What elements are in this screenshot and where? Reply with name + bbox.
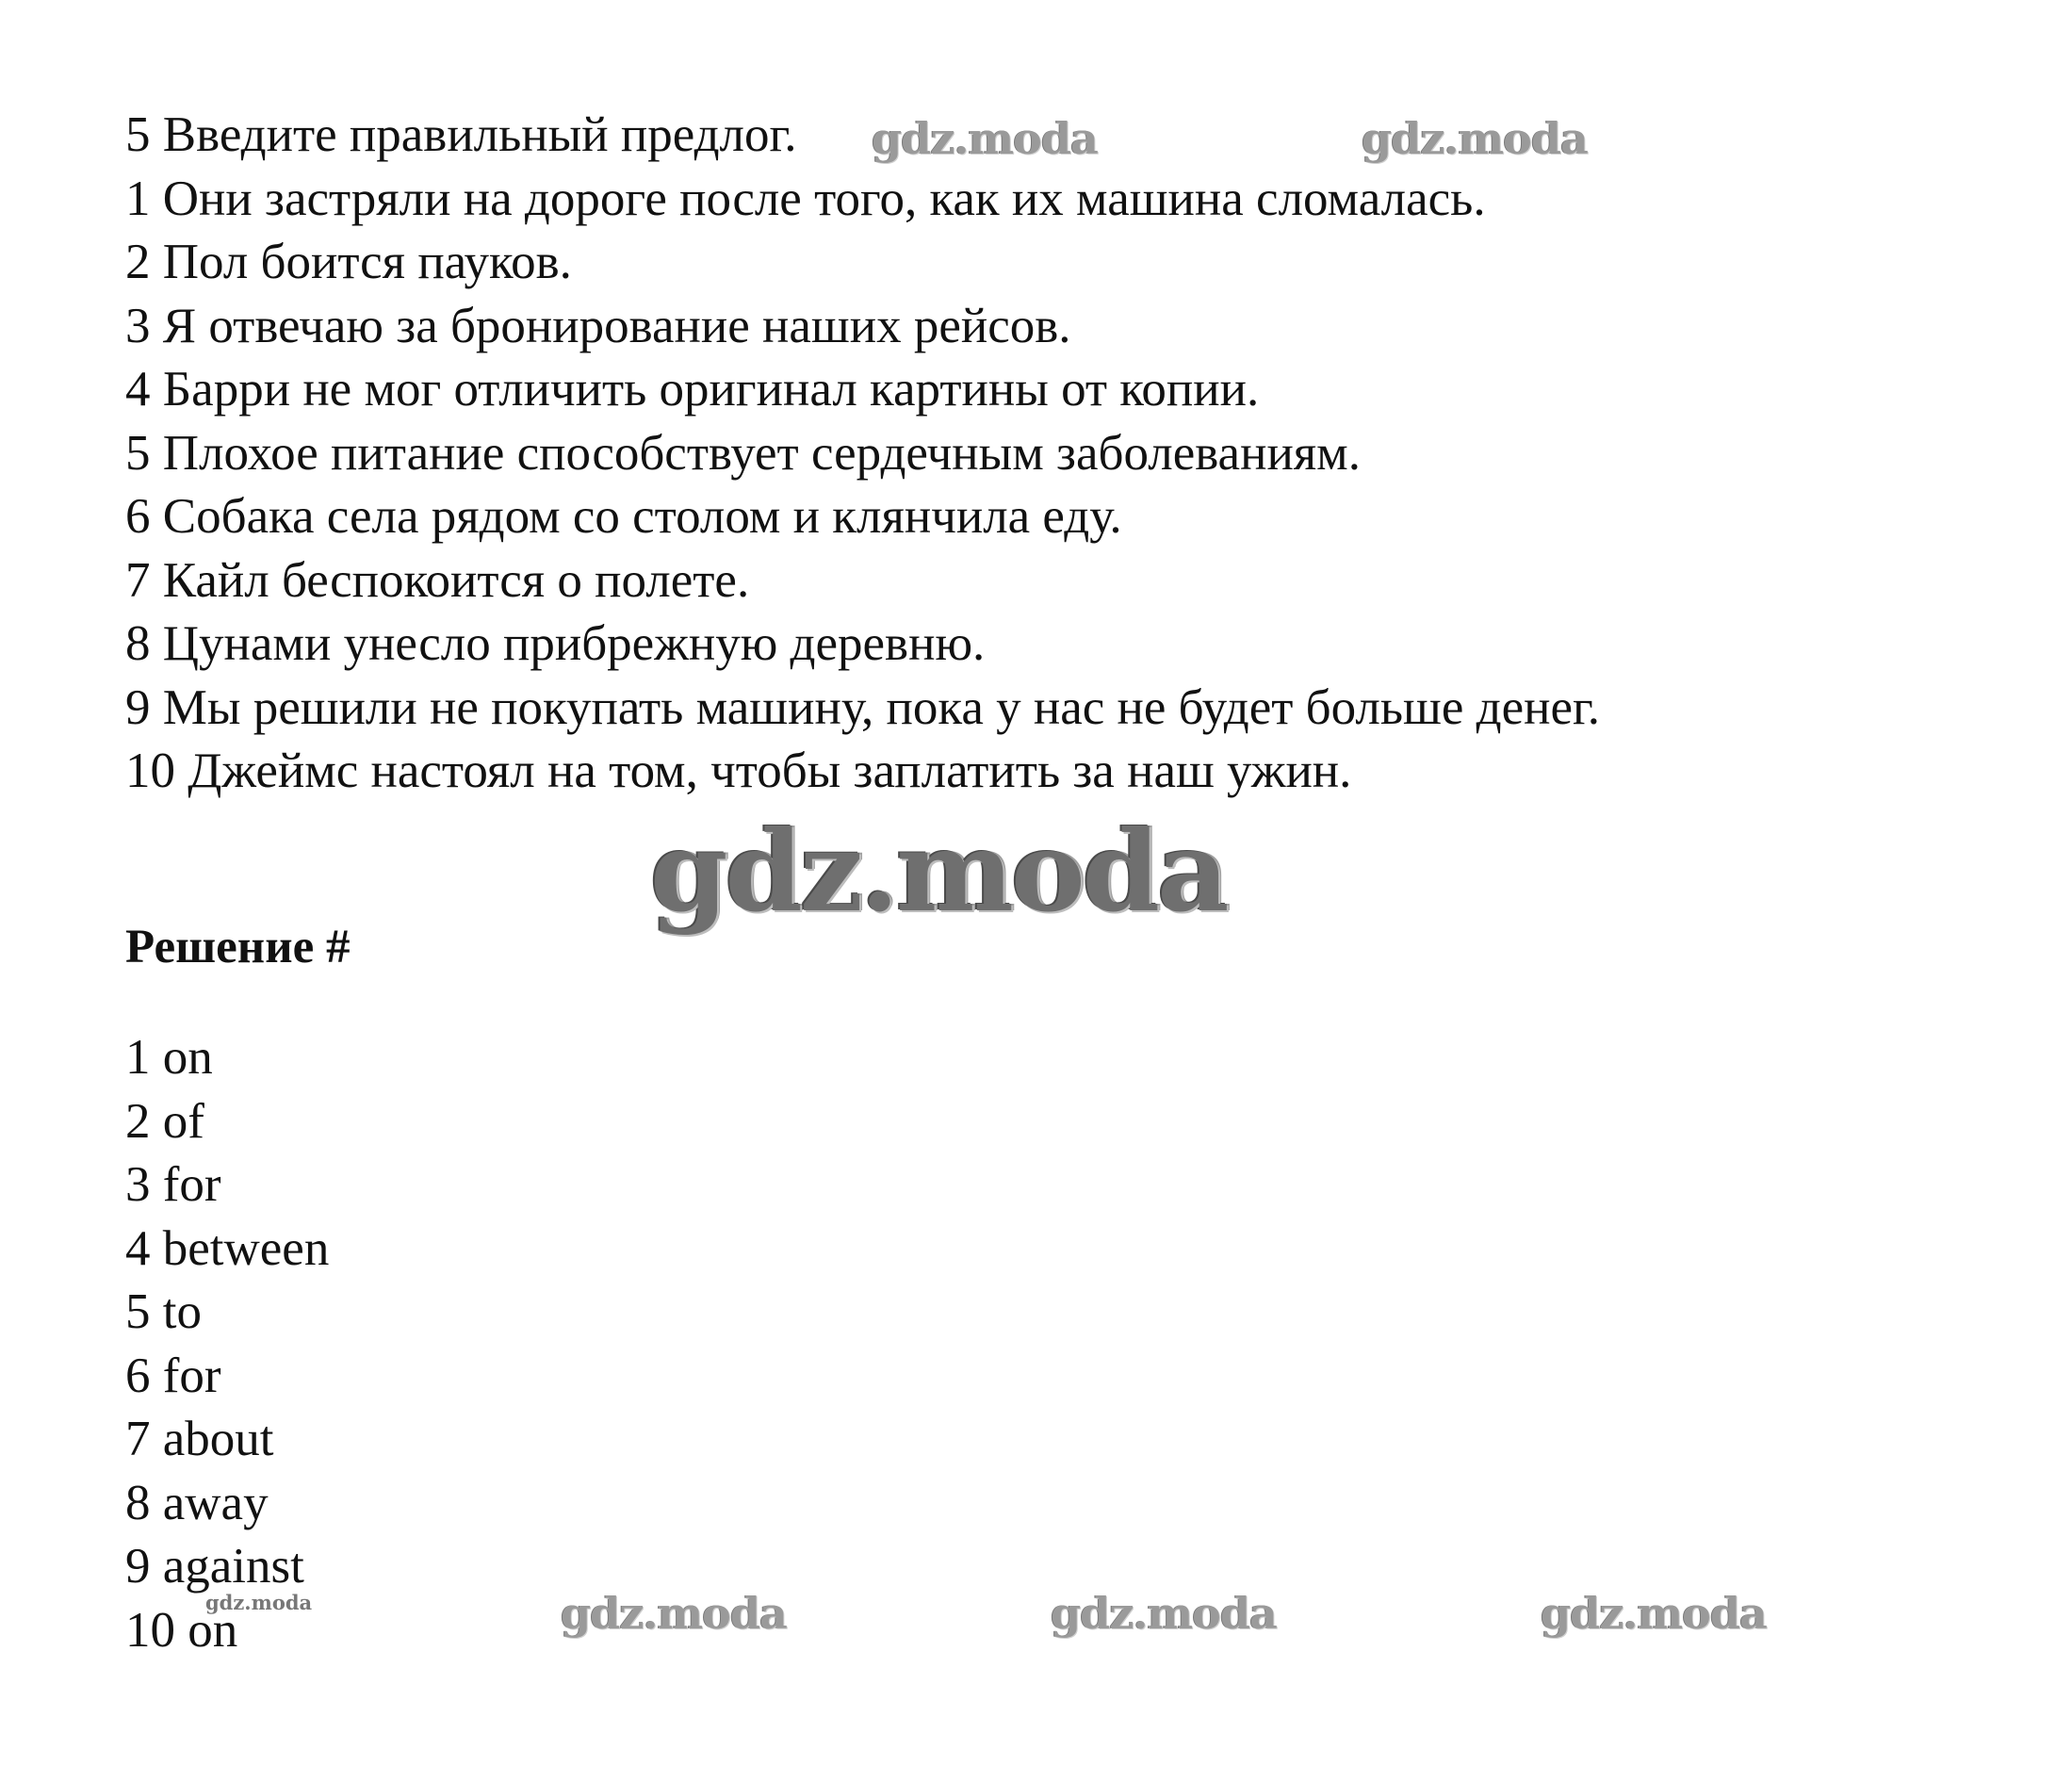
task-sentence: 3 Я отвечаю за бронирование наших рейсов.	[125, 298, 1071, 353]
answer-item: 4 between	[125, 1220, 330, 1276]
watermark: gdz.moda	[561, 1588, 787, 1639]
watermark: gdz.moda	[872, 113, 1098, 164]
watermark: gdz.moda	[1362, 113, 1588, 164]
answer-item: 2 of	[125, 1093, 204, 1149]
task-sentence: 4 Барри не мог отличить оригинал картины от копии.	[125, 362, 1260, 417]
answer-item: 6 for	[125, 1348, 221, 1403]
task-title: 5 Введите правильный предлог.	[125, 107, 797, 162]
answer-item: 8 away	[125, 1475, 269, 1530]
solution-heading: Решение #	[125, 921, 351, 973]
task-block	[125, 104, 1600, 804]
task-sentence: 1 Они застряли на дороге после того, как их машина сломалась.	[125, 171, 1486, 226]
answer-item: 9 against	[125, 1539, 304, 1594]
task-sentence: 9 Мы решили не покупать машину, пока у нас не будет больше денег.	[125, 679, 1601, 735]
task-sentence: 7 Кайл беспокоится о полете.	[125, 552, 750, 608]
answer-item: 3 for	[125, 1157, 221, 1212]
answer-item: 5 to	[125, 1284, 202, 1339]
watermark: gdz.moda	[1051, 1588, 1277, 1639]
watermark-small: gdz.moda	[205, 1591, 313, 1614]
watermark-large: gdz.moda	[650, 806, 1227, 937]
watermark: gdz.moda	[1541, 1588, 1767, 1639]
answer-item: 1 on	[125, 1030, 213, 1085]
answer-list	[125, 1026, 329, 1662]
answer-item: 7 about	[125, 1412, 274, 1466]
task-sentence: 2 Пол боится пауков.	[125, 235, 572, 289]
task-sentence: 10 Джеймс настоял на том, чтобы заплатить за наш ужин.	[125, 744, 1352, 798]
task-sentence: 6 Собака села рядом со столом и клянчила еду.	[125, 489, 1122, 544]
task-sentence: 5 Плохое питание способствует сердечным заболеваниям.	[125, 425, 1361, 481]
task-sentence-list	[125, 168, 1600, 804]
task-sentence: 8 Цунами унесло прибрежную деревню.	[125, 616, 986, 671]
answer-item: 10 on	[125, 1602, 238, 1658]
